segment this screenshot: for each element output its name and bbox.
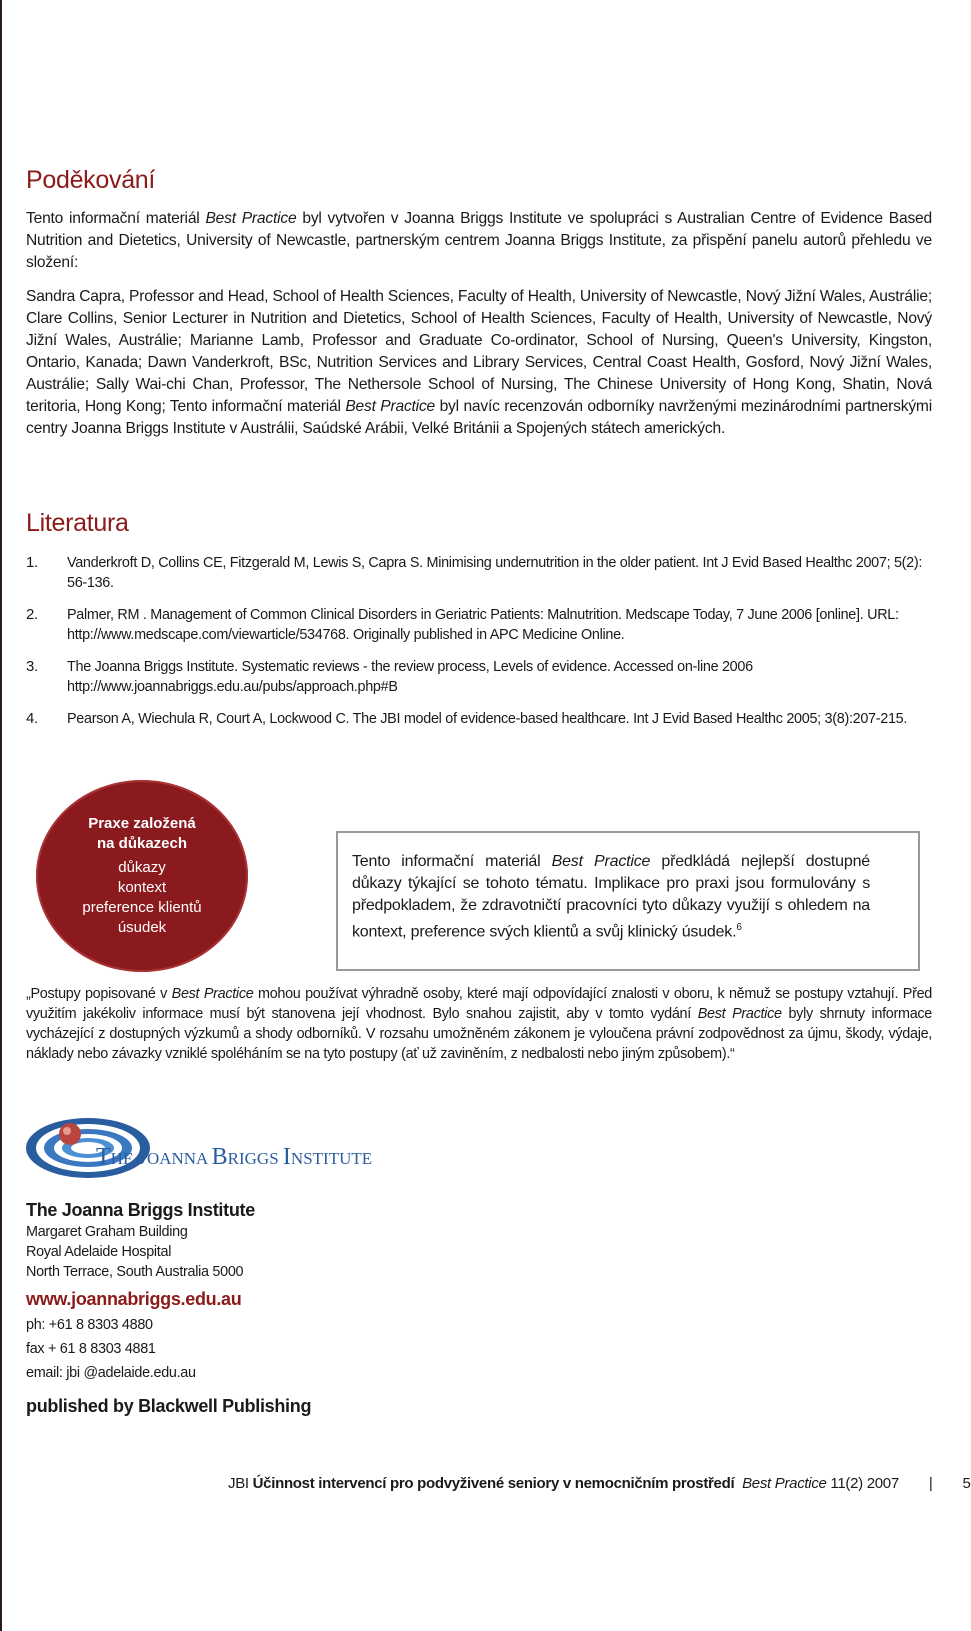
reference-text: The Joanna Briggs Institute. Systematic reviews - the review process, Levels of evidence. Accessed on-line 2006 http://www.joannabriggs.edu.au/pubs/approach.php#B [67, 659, 753, 695]
best-practice-info-box [336, 831, 920, 971]
organization-name: The Joanna Briggs Institute [26, 1200, 255, 1220]
disclaimer-part: byly shrnuty informace vycházející z dostupných výzkumů a shody odborníků. V rozsahu umožněném zákonem je vyloučena právní zodpovědnost za újmu, škody, výdaje, náklady nebo závazky vzniklé spoléháním se na tyto postupy (ať už zaviněním, z nedbalosti nebo jiným způsobem).“ [26, 1006, 932, 1062]
footer-title: Účinnost intervencí pro podvyživené seniory v nemocničním prostředí [252, 1475, 735, 1492]
disclaimer-part: mohou používat výhradně osoby, které mají odpovídající znalosti v oboru, k němuž se postupy vztahují. Před využitím jakékoliv informace musí být stanovena její vhodnost. Bylo snahou zajistit, aby v tomto vydání [26, 986, 932, 1022]
contact-block [26, 1198, 526, 1419]
publisher-line: published by Blackwell Publishing [26, 1396, 312, 1416]
body-text: Sandra Capra, Professor and Head, School of Health Sciences, Faculty of Health, University of Newcastle, Nový Jižní Wales, Austrálie; Clare Collins, Senior Lecturer in Nutrition and Dietetics, School of Health Sciences, Faculty of Health, University of Newcastle, Nový Jižní Wales, Austrálie; Marianne Lamb, Professor and Graduate Co-ordinator, School of Nursing, Queen's University, Kingston, Ontario, Kanada; Dawn Vanderkroft, BSc, Nutrition Services and Library Services, Central Coast Health, Gosford, Nový Jižní Wales, Austrálie; Sally Wai-chi Chan, Professor, The Nethersole School of Nursing, The Chinese University of Hong Kong, Shatin, Nová teritoria, Hong Kong; Tento informační materiál [26, 288, 932, 415]
badge-item: preference klientů [82, 899, 202, 916]
info-emphasis: Best Practice [551, 853, 651, 870]
body-text-rest: byl navíc recenzován odborníky navrženými mezinárodními partnerskými centry Joanna Briggs Institute v Austrálii, Saúdské Arábii, Velké Británii a Spojených státech amerických. [26, 398, 932, 437]
reference-item [26, 605, 932, 645]
reference-text: Vanderkroft D, Collins CE, Fitzgerald M, Lewis S, Capra S. Minimising undernutrition in the older patient. Int J Evid Based Healthc 2007; 5(2): 56-136. [67, 555, 923, 591]
intro-text-rest: byl vytvořen v Joanna Briggs Institute ve spolupráci s Australian Centre of Evidence Based Nutrition and Dietetics, University of Newcastle, partnerským centrem Joanna Briggs Institute, za přispění panelu autorů přehledu ve složení: [26, 210, 932, 271]
disclaimer-emphasis: Best Practice [697, 1006, 782, 1022]
footer-issue: 11(2) 2007 [826, 1475, 899, 1492]
footer-separator: | [928, 1475, 933, 1492]
evidence-based-practice-badge [36, 780, 248, 972]
badge-item: kontext [117, 879, 167, 896]
reference-item [26, 657, 932, 697]
page-left-rule [0, 0, 2, 1631]
reference-item [26, 709, 932, 729]
reference-number: 2. [26, 606, 38, 623]
literature-heading: Literatura [26, 509, 129, 537]
address-line: North Terrace, South Australia 5000 [26, 1264, 244, 1280]
logo-wordmark: THE JOANNA BRIGGS INSTITUTE [96, 1144, 373, 1170]
acknowledgements-body [26, 286, 932, 440]
phone-number: ph: +61 8 8303 4880 [26, 1317, 153, 1333]
jbi-logo [26, 1114, 446, 1184]
reference-number: 3. [26, 658, 38, 675]
footer-series: Best Practice [742, 1475, 827, 1492]
reference-text: Pearson A, Wiechula R, Court A, Lockwood C. The JBI model of evidence-based healthcare. Int J Evid Based Healthc 2005; 3(8):207-215. [67, 711, 908, 727]
reference-list [26, 553, 932, 741]
badge-item: úsudek [117, 919, 167, 936]
page-footer [228, 1474, 971, 1494]
intro-emphasis: Best Practice [205, 210, 297, 227]
disclaimer-part: „Postupy popisované v [26, 986, 172, 1002]
email-address[interactable]: email: jbi @adelaide.edu.au [26, 1365, 196, 1381]
address-line: Margaret Graham Building [26, 1224, 188, 1240]
logo-swirl-icon [26, 1118, 150, 1178]
footnote-marker: 6 [736, 922, 742, 933]
badge-title: Praxe založená [88, 815, 196, 832]
reference-number: 4. [26, 710, 38, 727]
footer-prefix: JBI [228, 1475, 253, 1492]
reference-number: 1. [26, 554, 38, 571]
address-line: Royal Adelaide Hospital [26, 1244, 172, 1260]
acknowledgements-intro [26, 208, 932, 274]
badge-title: na důkazech [96, 835, 188, 852]
reference-item [26, 553, 932, 593]
info-text: Tento informační materiál [352, 853, 552, 870]
info-text-rest: předkládá nejlepší dostupné důkazy týkající se tohoto tématu. Implikace pro praxi jsou formulovány s předpokladem, že zdravotničtí pracovníci tyto důkazy využijí s ohledem na kontext, preference svých klientů a svůj klinický úsudek. [352, 853, 870, 941]
website-link[interactable]: www.joannabriggs.edu.au [26, 1289, 242, 1309]
badge-item: důkazy [118, 859, 166, 876]
reference-text: Palmer, RM . Management of Common Clinical Disorders in Geriatric Patients: Malnutrition. Medscape Today, 7 June 2006 [online]. URL: http://www.medscape.com/viewarticle/534768. Originally published in APC Medicine Online. [67, 607, 899, 643]
body-emphasis: Best Practice [345, 398, 436, 415]
intro-text: Tento informační materiál [26, 210, 206, 227]
acknowledgements-heading: Poděkování [26, 166, 156, 194]
page-number: 5 [962, 1475, 971, 1492]
disclaimer-emphasis: Best Practice [171, 986, 254, 1002]
fax-number: fax + 61 8 8303 4881 [26, 1341, 156, 1357]
disclaimer-text [26, 984, 932, 1064]
